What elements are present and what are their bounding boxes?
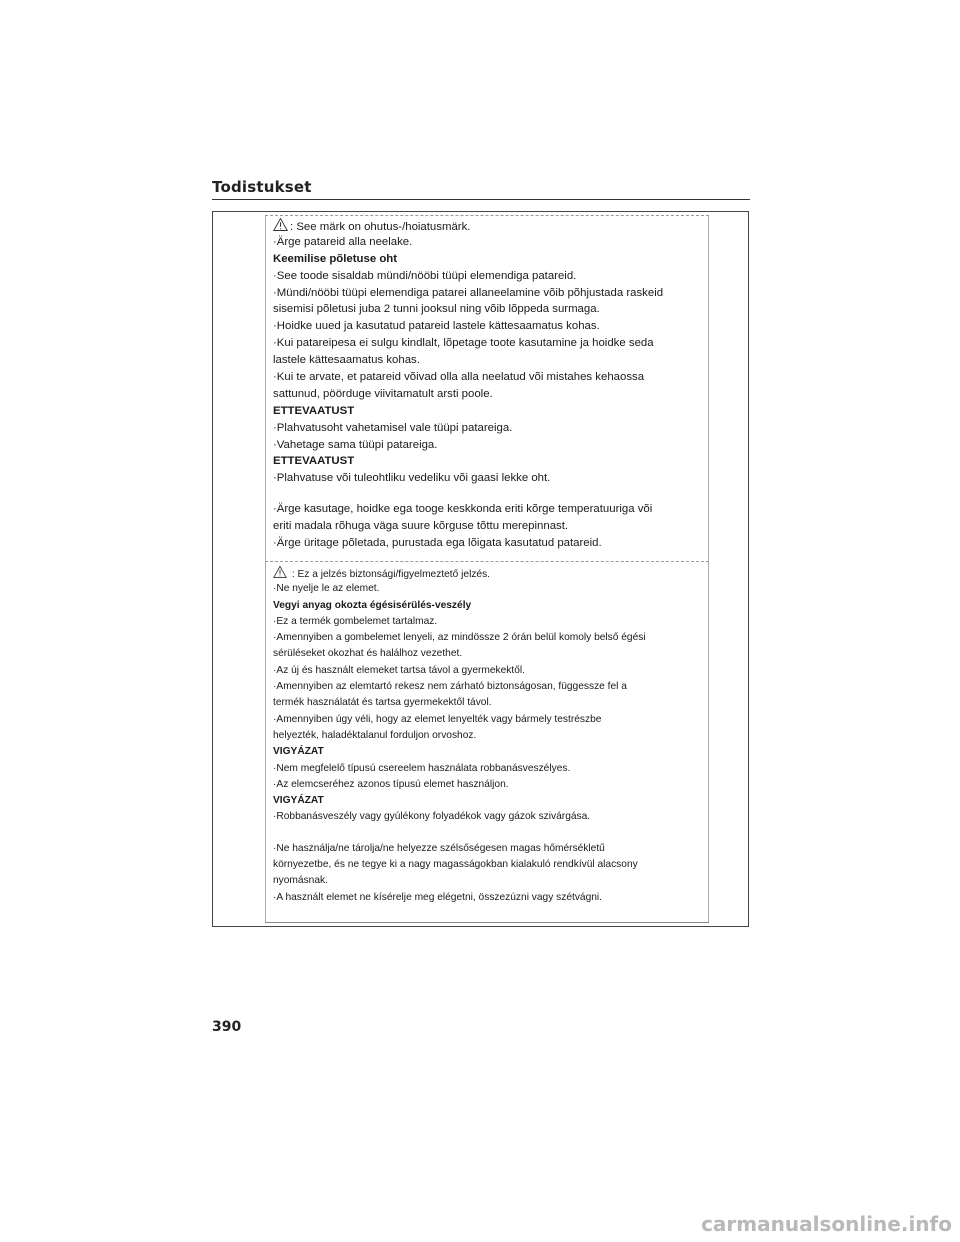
warning-line-text: lastele kättesaamatus kohas. xyxy=(273,354,420,367)
warning-line-text: ·Kui patareipesa ei sulgu kindlalt, lõpetage toote kasutamine ja hoidke seda xyxy=(273,337,654,350)
warning-line xyxy=(273,285,705,302)
estonian-warning-text xyxy=(273,217,705,552)
warning-heading xyxy=(273,598,705,614)
warning-line-text: ·Amennyiben az elemtartó rekesz nem zárható biztonságosan, függessze fel a xyxy=(273,681,627,693)
inner-bottom-border xyxy=(265,922,709,923)
warning-line-text: ·Az új és használt elemeket tartsa távol a gyermekektől. xyxy=(273,664,525,676)
warning-line-text: ·Ärge kasutage, hoidke ega tooge keskkonda eriti kõrge temperatuuriga või xyxy=(273,503,653,516)
warning-line-text: helyezték, haladéktalanul forduljon orvoshoz. xyxy=(273,729,477,741)
warning-line-text: ·Hoidke uued ja kasutatud patareid lastele kättesaamatus kohas. xyxy=(273,320,600,333)
warning-line-text: ·Ne használja/ne tárolja/ne helyezze szélsőségesen magas hőmérsékletű xyxy=(273,842,605,854)
warning-line-text: ·See toode sisaldab mündi/nööbi tüüpi elemendiga patareid. xyxy=(273,269,577,282)
warning-line xyxy=(273,777,705,793)
warning-line xyxy=(273,841,705,857)
warning-line-text: VIGYÁZAT xyxy=(273,795,324,807)
warning-line xyxy=(273,352,705,369)
warning-line xyxy=(273,565,705,581)
warning-line-text: ·Kui te arvate, et patareid võivad olla alla neelatud või mistahes kehaossa xyxy=(273,371,645,384)
warning-line xyxy=(273,369,705,386)
warning-line xyxy=(273,857,705,873)
warning-line xyxy=(273,501,705,518)
warning-line xyxy=(273,217,705,234)
warning-line xyxy=(273,630,705,646)
paragraph-gap xyxy=(273,487,705,501)
title-rule xyxy=(212,199,750,200)
warning-heading xyxy=(273,403,705,420)
warning-line-text: ·Amennyiben úgy véli, hogy az elemet lenyelték vagy bármely testrészbe xyxy=(273,713,602,725)
paragraph-gap xyxy=(273,826,705,841)
warning-line-text: Vegyi anyag okozta égésisérülés-veszély xyxy=(273,599,472,611)
warning-line-text: sisemisi põletusi juba 2 tunni jooksul ning võib lõppeda surmaga. xyxy=(273,303,600,316)
warning-line-text: : See märk on ohutus-/hoiatusmärk. xyxy=(290,221,471,233)
warning-heading xyxy=(273,453,705,470)
warning-line-text: : Ez a jelzés biztonsági/figyelmeztető jelzés. xyxy=(289,569,491,580)
warning-line-text: ·Ärge üritage põletada, purustada ega lõigata kasutatud patareid. xyxy=(273,537,602,550)
warning-heading xyxy=(273,251,705,268)
warning-line-text: VIGYÁZAT xyxy=(273,746,324,758)
warning-line-text: nyomásnak. xyxy=(273,875,328,887)
warning-line-text: ·Plahvatuse või tuleohtliku vedeliku või gaasi lekke oht. xyxy=(273,472,551,485)
warning-line xyxy=(273,470,705,487)
warning-line xyxy=(273,318,705,335)
warning-line xyxy=(273,614,705,630)
warning-line-text: ·Az elemcseréhez azonos típusú elemet használjon. xyxy=(273,778,509,790)
warning-line xyxy=(273,301,705,318)
warning-line-text: ·Ärge patareid alla neelake. xyxy=(273,235,413,248)
inner-top-border xyxy=(265,215,709,216)
warning-line xyxy=(273,695,705,711)
section-title: Todistukset xyxy=(212,178,312,196)
warning-line xyxy=(273,663,705,679)
warning-triangle-icon xyxy=(273,565,287,579)
warning-line-text: ·Ez a termék gombelemet tartalmaz. xyxy=(273,615,438,627)
warning-line xyxy=(273,437,705,454)
warning-line xyxy=(273,335,705,352)
warning-line xyxy=(273,728,705,744)
language-divider xyxy=(265,561,709,562)
hungarian-warning-text xyxy=(273,565,705,906)
warning-heading xyxy=(273,744,705,760)
warning-line-text: ·Amennyiben a gombelemet lenyeli, az mindössze 2 órán belül komoly belső égési xyxy=(273,632,646,644)
warning-line-text: ·Ne nyelje le az elemet. xyxy=(273,583,380,595)
warning-line-text: ETTEVAATUST xyxy=(273,455,355,468)
page-number: 390 xyxy=(212,1019,242,1035)
warning-line-text: termék használatát és tartsa gyermekektől távol. xyxy=(273,697,492,709)
warning-line xyxy=(273,581,705,597)
warning-line-text: Keemilise põletuse oht xyxy=(273,252,398,265)
warning-line xyxy=(273,809,705,825)
warning-line-text: ·A használt elemet ne kísérelje meg elégetni, összezúzni vagy szétvágni. xyxy=(273,891,603,903)
warning-line-text: ·Mündi/nööbi tüüpi elemendiga patarei allaneelamine võib põhjustada raskeid xyxy=(273,286,664,299)
warning-line-text: sérüléseket okozhat és halálhoz vezethet. xyxy=(273,648,463,660)
warning-line xyxy=(273,420,705,437)
warning-line xyxy=(273,268,705,285)
warning-line-text: ·Vahetage sama tüüpi patareiga. xyxy=(273,438,438,451)
watermark: carmanualsonline.info xyxy=(701,1212,952,1236)
warning-line xyxy=(273,890,705,906)
warning-line-text: ·Nem megfelelő típusú csereelem használata robbanásveszélyes. xyxy=(273,762,571,774)
warning-line xyxy=(273,518,705,535)
warning-line xyxy=(273,761,705,777)
warning-line xyxy=(273,234,705,251)
warning-line xyxy=(273,535,705,552)
warning-line-text: sattunud, pöörduge viivitamatult arsti poole. xyxy=(273,387,493,400)
warning-heading xyxy=(273,793,705,809)
warning-line xyxy=(273,679,705,695)
warning-line-text: ETTEVAATUST xyxy=(273,404,355,417)
warning-line-text: eriti madala rõhuga väga suure kõrguse tõttu merepinnast. xyxy=(273,520,569,533)
warning-line xyxy=(273,873,705,889)
warning-line-text: ·Robbanásveszély vagy gyúlékony folyadékok vagy gázok szivárgása. xyxy=(273,811,591,823)
warning-line xyxy=(273,646,705,662)
warning-line-text: ·Plahvatusoht vahetamisel vale tüüpi patareiga. xyxy=(273,421,513,434)
warning-triangle-icon xyxy=(273,217,288,232)
warning-line xyxy=(273,712,705,728)
warning-line xyxy=(273,386,705,403)
warning-line-text: környezetbe, és ne tegye ki a nagy magasságokban kialakuló rendkívül alacsony xyxy=(273,859,638,871)
